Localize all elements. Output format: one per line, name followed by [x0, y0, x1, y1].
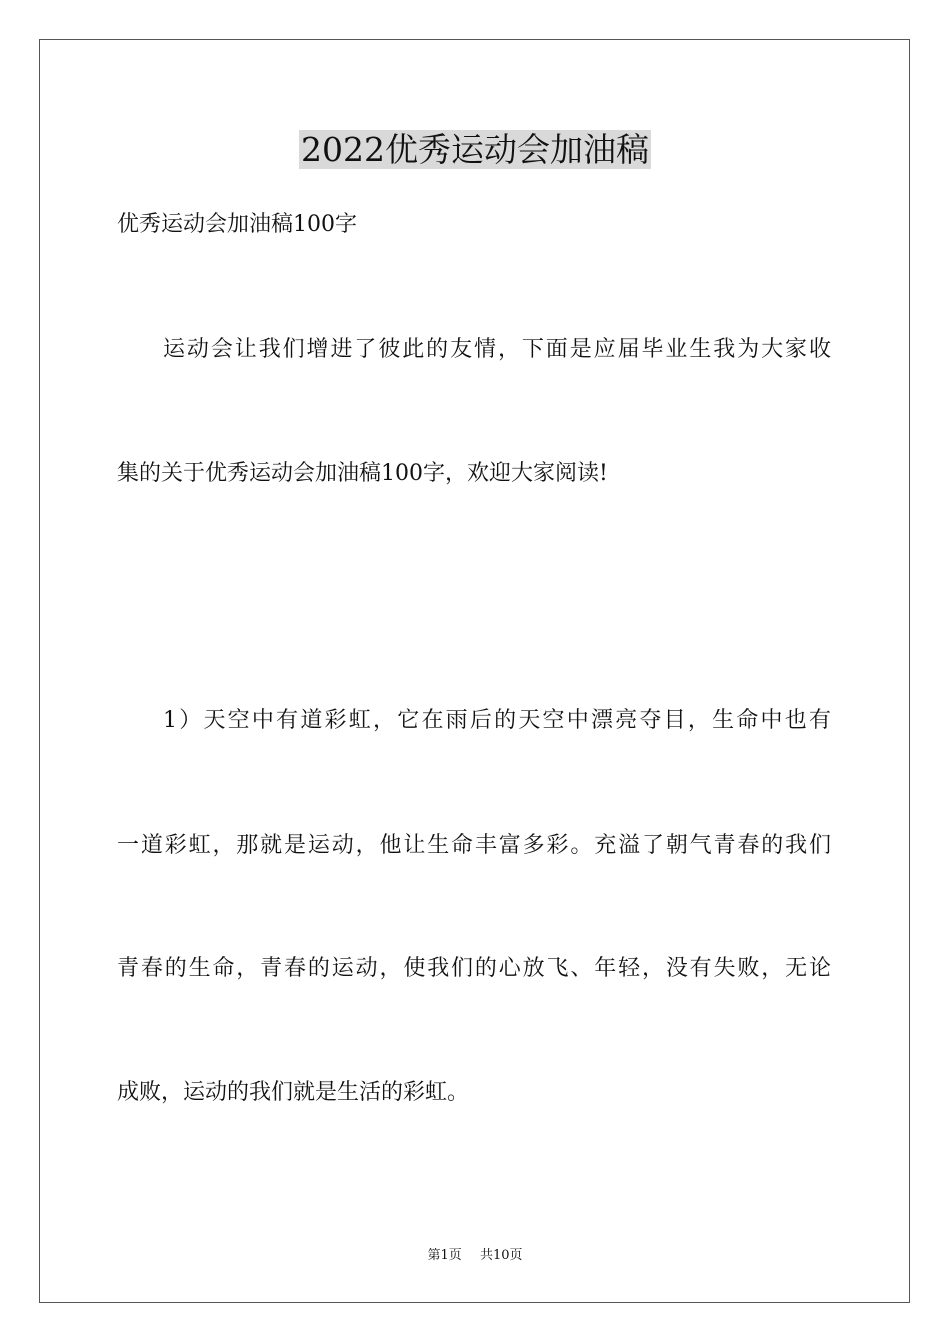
paragraph-2-line-3: 青春的生命，青春的运动，使我们的心放飞、年轻，没有失败，无论: [117, 956, 831, 981]
paragraph-1-line-1: 运动会让我们增进了彼此的友情，下面是应届毕业生我为大家收: [163, 337, 831, 362]
paragraph-2-line-1: 1）天空中有道彩虹，它在雨后的天空中漂亮夺目，生命中也有: [163, 708, 831, 733]
document-title-text: 2022优秀运动会加油稿: [301, 130, 649, 169]
subtitle: 优秀运动会加油稿100字: [117, 212, 357, 237]
paragraph-2-line-2: 一道彩虹，那就是运动，他让生命丰富多彩。充溢了朝气青春的我们: [117, 833, 831, 858]
document-title: [0, 128, 950, 172]
page-total: 共10页: [479, 1248, 523, 1263]
paragraph-1-line-2: 集的关于优秀运动会加油稿100字，欢迎大家阅读!: [117, 461, 608, 486]
page-number: 第1页: [427, 1248, 462, 1263]
paragraph-2-line-4: 成败，运动的我们就是生活的彩虹。: [117, 1080, 470, 1105]
page-footer: [0, 1247, 950, 1265]
